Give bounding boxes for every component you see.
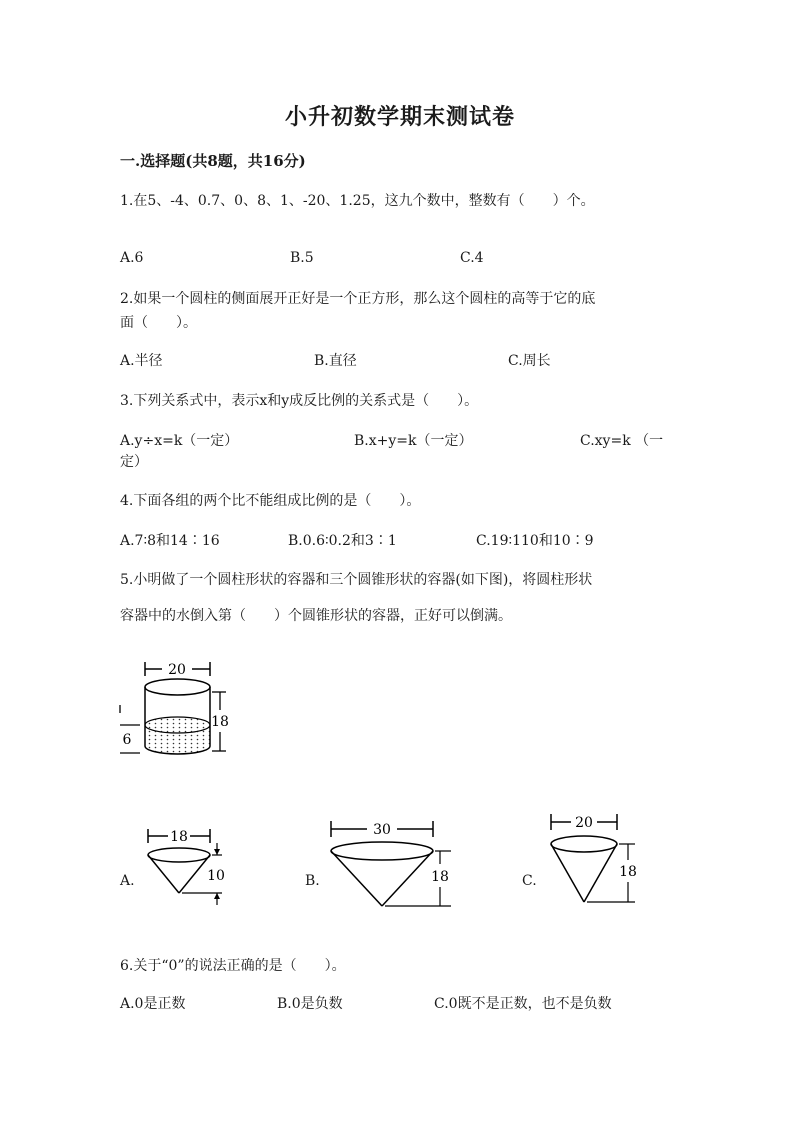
cone-a-diameter: 18 xyxy=(170,829,188,845)
question-3-option-a: A.y÷x=k（一定） xyxy=(120,433,239,449)
question-1-stem: 1.在5、-4、0.7、0、8、1、-20、1.25，这九个数中，整数有（ ）个。 xyxy=(120,193,595,209)
question-6-option-b: B.0是负数 xyxy=(277,996,343,1012)
cone-a-label: A. xyxy=(120,873,135,889)
question-2-option-a: A.半径 xyxy=(120,353,163,369)
question-5-stem-line1: 5.小明做了一个圆柱形状的容器和三个圆锥形状的容器(如下图)，将圆柱形状 xyxy=(120,572,593,588)
question-4-option-c: C.19∶110和10∶9 xyxy=(476,533,594,549)
cylinder-height-label: 18 xyxy=(211,714,229,730)
question-3-stem: 3.下列关系式中，表示x和y成反比例的关系式是（ ）。 xyxy=(120,393,479,409)
section-heading: 一.选择题(共8题，共16分) xyxy=(120,152,306,170)
question-6-option-a: A.0是正数 xyxy=(120,996,186,1012)
cylinder-diameter-label: 20 xyxy=(168,662,186,678)
question-4-option-b: B.0.6∶0.2和3∶1 xyxy=(288,533,397,549)
cone-c-label: C. xyxy=(522,873,537,889)
question-3-option-b: B.x+y=k（一定） xyxy=(354,433,473,449)
question-4-stem: 4.下面各组的两个比不能组成比例的是（ ）。 xyxy=(120,493,421,509)
cone-b-diameter: 30 xyxy=(373,822,391,838)
question-2-option-c: C.周长 xyxy=(508,353,551,369)
question-1-option-c: C.4 xyxy=(460,250,484,266)
water-level-label: 6 xyxy=(122,732,132,748)
question-2-option-b: B.直径 xyxy=(314,353,357,369)
page-title: 小升初数学期末测试卷 xyxy=(284,104,515,130)
cone-a-figure xyxy=(140,825,240,910)
question-1-option-a: A.6 xyxy=(120,250,144,266)
question-1-option-b: B.5 xyxy=(290,250,314,266)
cone-c-height: 18 xyxy=(619,864,637,880)
question-6-stem: 6.关于“0”的说法正确的是（ ）。 xyxy=(120,958,346,974)
cone-c-figure xyxy=(545,810,645,910)
question-5-stem-line2: 容器中的水倒入第（ ）个圆锥形状的容器，正好可以倒满。 xyxy=(120,608,512,624)
question-2-stem-line1: 2.如果一个圆柱的侧面展开正好是一个正方形，那么这个圆柱的高等于它的底 xyxy=(120,291,596,307)
cone-a-height: 10 xyxy=(207,868,225,884)
cone-b-label: B. xyxy=(305,873,320,889)
cone-b-height: 18 xyxy=(431,869,449,885)
cone-b-figure xyxy=(325,815,460,915)
question-6-option-c: C.0既不是正数，也不是负数 xyxy=(434,996,612,1012)
cylinder-figure xyxy=(118,658,238,763)
question-3-option-c-wrap: 定） xyxy=(120,454,148,470)
question-3-option-c: C.xy=k （一 xyxy=(580,433,664,449)
question-4-option-a: A.7∶8和14∶16 xyxy=(120,533,220,549)
cone-c-diameter: 20 xyxy=(575,815,593,831)
question-2-stem-line2: 面（ ）。 xyxy=(120,315,197,331)
